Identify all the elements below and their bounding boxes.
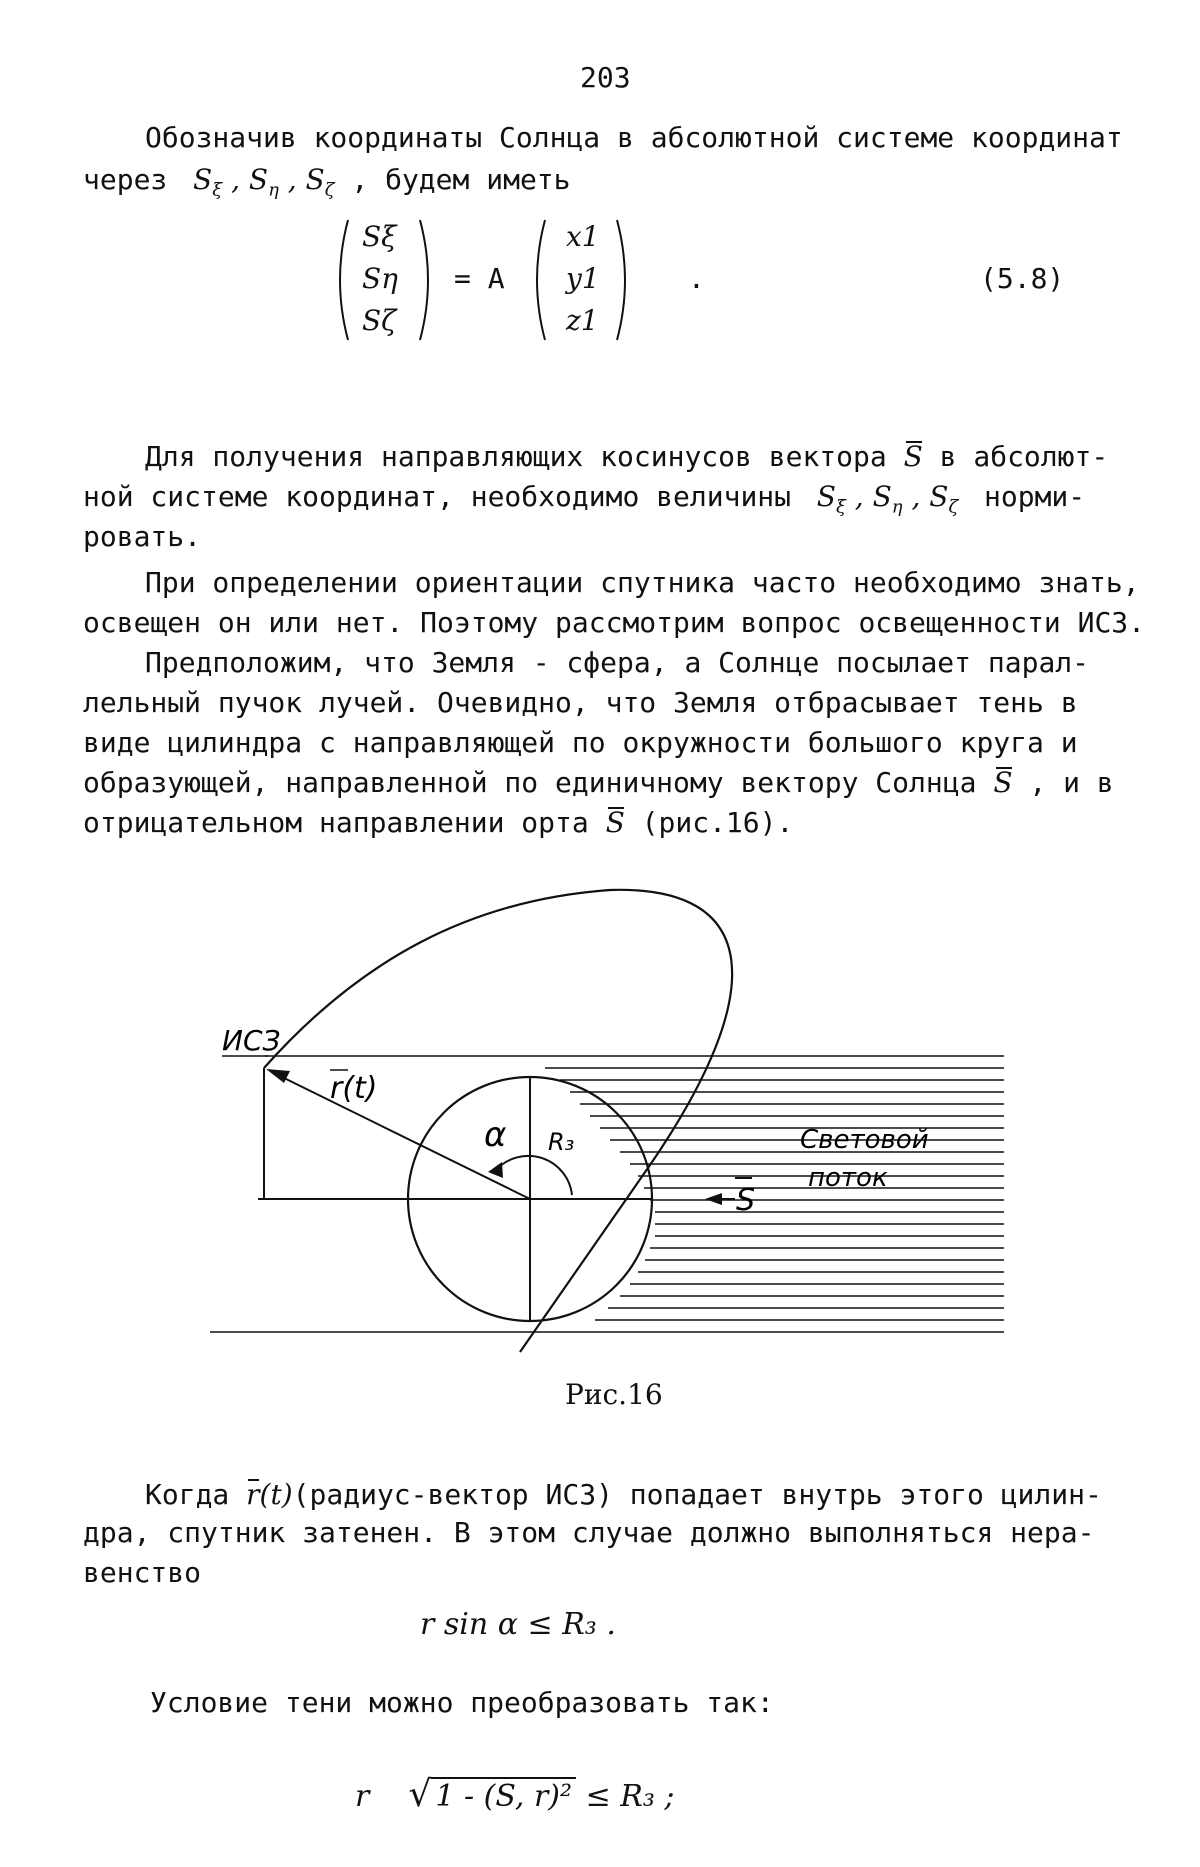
paragraph-2-line-3: ровать.: [83, 517, 201, 557]
inequality-shadow-transformed: [355, 1775, 675, 1817]
matrix-rhs-3: z1: [566, 301, 599, 341]
paragraph-3-line-1: При определении ориентации спутника часто необходимо знать,: [145, 563, 1140, 603]
paragraph-5-line-1: [145, 1475, 1102, 1515]
alpha-angle-arc: [496, 1156, 572, 1195]
text-fragment: , и в: [1029, 766, 1113, 799]
text-fragment: ной системе координат, необходимо величины: [83, 480, 791, 513]
label-sun-vector: S: [736, 1183, 755, 1218]
text-fragment: (t): [260, 1478, 293, 1511]
inequality-shadow: r sin α ≤ R₃ .: [420, 1605, 616, 1645]
text-fragment: норми-: [984, 480, 1085, 513]
matrix-lhs-3: Sζ: [362, 301, 396, 341]
sqrt-icon: √: [408, 1774, 431, 1815]
vector-s: S: [904, 437, 923, 477]
vector-s: S: [993, 763, 1012, 803]
paragraph-6: Условие тени можно преобразовать так:: [150, 1683, 774, 1723]
text-fragment: отрицательном направлении орта: [83, 806, 589, 839]
label-alpha: α: [484, 1115, 506, 1155]
alpha-arrowhead: [488, 1162, 503, 1178]
vector-r: r: [246, 1475, 259, 1515]
paragraph-1-line-1: Обозначив координаты Солнца в абсолютной системе координат: [145, 118, 1123, 158]
paragraph-4-line-3: виде цилиндра с направляющей по окружности большого круга и: [83, 723, 1078, 763]
label-isz: ИСЗ: [222, 1024, 280, 1057]
matrix-lhs-2: Sη: [362, 259, 398, 299]
text-fragment: 1 - (S, r)²: [431, 1777, 576, 1814]
label-light-flow-2: поток: [808, 1163, 888, 1193]
matrix-lhs-1: Sξ: [362, 217, 397, 257]
paragraph-5-line-2: дра, спутник затенен. В этом случае должно выполняться нера-: [83, 1513, 1094, 1553]
paragraph-1-line-2: через Sξ , Sη , Sζ , будем иметь: [83, 160, 571, 211]
paragraph-4-line-1: Предположим, что Земля - сфера, а Солнце посылает парал-: [145, 643, 1089, 683]
label-light-flow-1: Световой: [800, 1125, 929, 1155]
equation-dot: .: [688, 259, 705, 299]
paragraph-4-line-2: лельный пучок лучей. Очевидно, что Земля отбрасывает тень в: [83, 683, 1078, 723]
text-fragment: ≤ R₃ ;: [586, 1779, 675, 1814]
text-fragment: r: [355, 1779, 369, 1814]
text-fragment: (радиус-вектор ИСЗ) попадает внутрь этого цилин-: [293, 1478, 1102, 1511]
text-fragment: (рис.16).: [642, 806, 794, 839]
page-number: 203: [580, 58, 631, 98]
equals-a: = A: [454, 259, 505, 299]
matrix-rhs-1: x1: [566, 217, 600, 257]
sun-vector-arrowhead: [705, 1193, 722, 1205]
text-fragment: через: [83, 163, 167, 196]
matrix-rhs-2: y1: [566, 259, 600, 299]
text-fragment: , будем иметь: [351, 163, 570, 196]
figure-16-diagram: [0, 0, 1200, 1400]
radius-vector-arrowhead: [266, 1069, 290, 1083]
equation-number: (5.8): [980, 259, 1064, 299]
label-earth-radius: R₃: [548, 1128, 574, 1156]
paragraph-3-line-2: освещен он или нет. Поэтому рассмотрим вопрос освещенности ИСЗ.: [83, 603, 1145, 643]
label-r-t: r(t): [330, 1071, 378, 1106]
text-fragment: образующей, направленной по единичному вектору Солнца: [83, 766, 976, 799]
paragraph-2-line-2: ной системе координат, необходимо величины Sξ , Sη , Sζ норми-: [83, 477, 1085, 528]
text-fragment: в абсолют-: [940, 440, 1109, 473]
figure-caption: Рис.16: [565, 1375, 663, 1415]
text-fragment: Когда: [145, 1478, 229, 1511]
vector-s: S: [606, 803, 625, 843]
text-fragment: Для получения направляющих косинусов вектора: [145, 440, 887, 473]
paragraph-5-line-3: венство: [83, 1553, 201, 1593]
